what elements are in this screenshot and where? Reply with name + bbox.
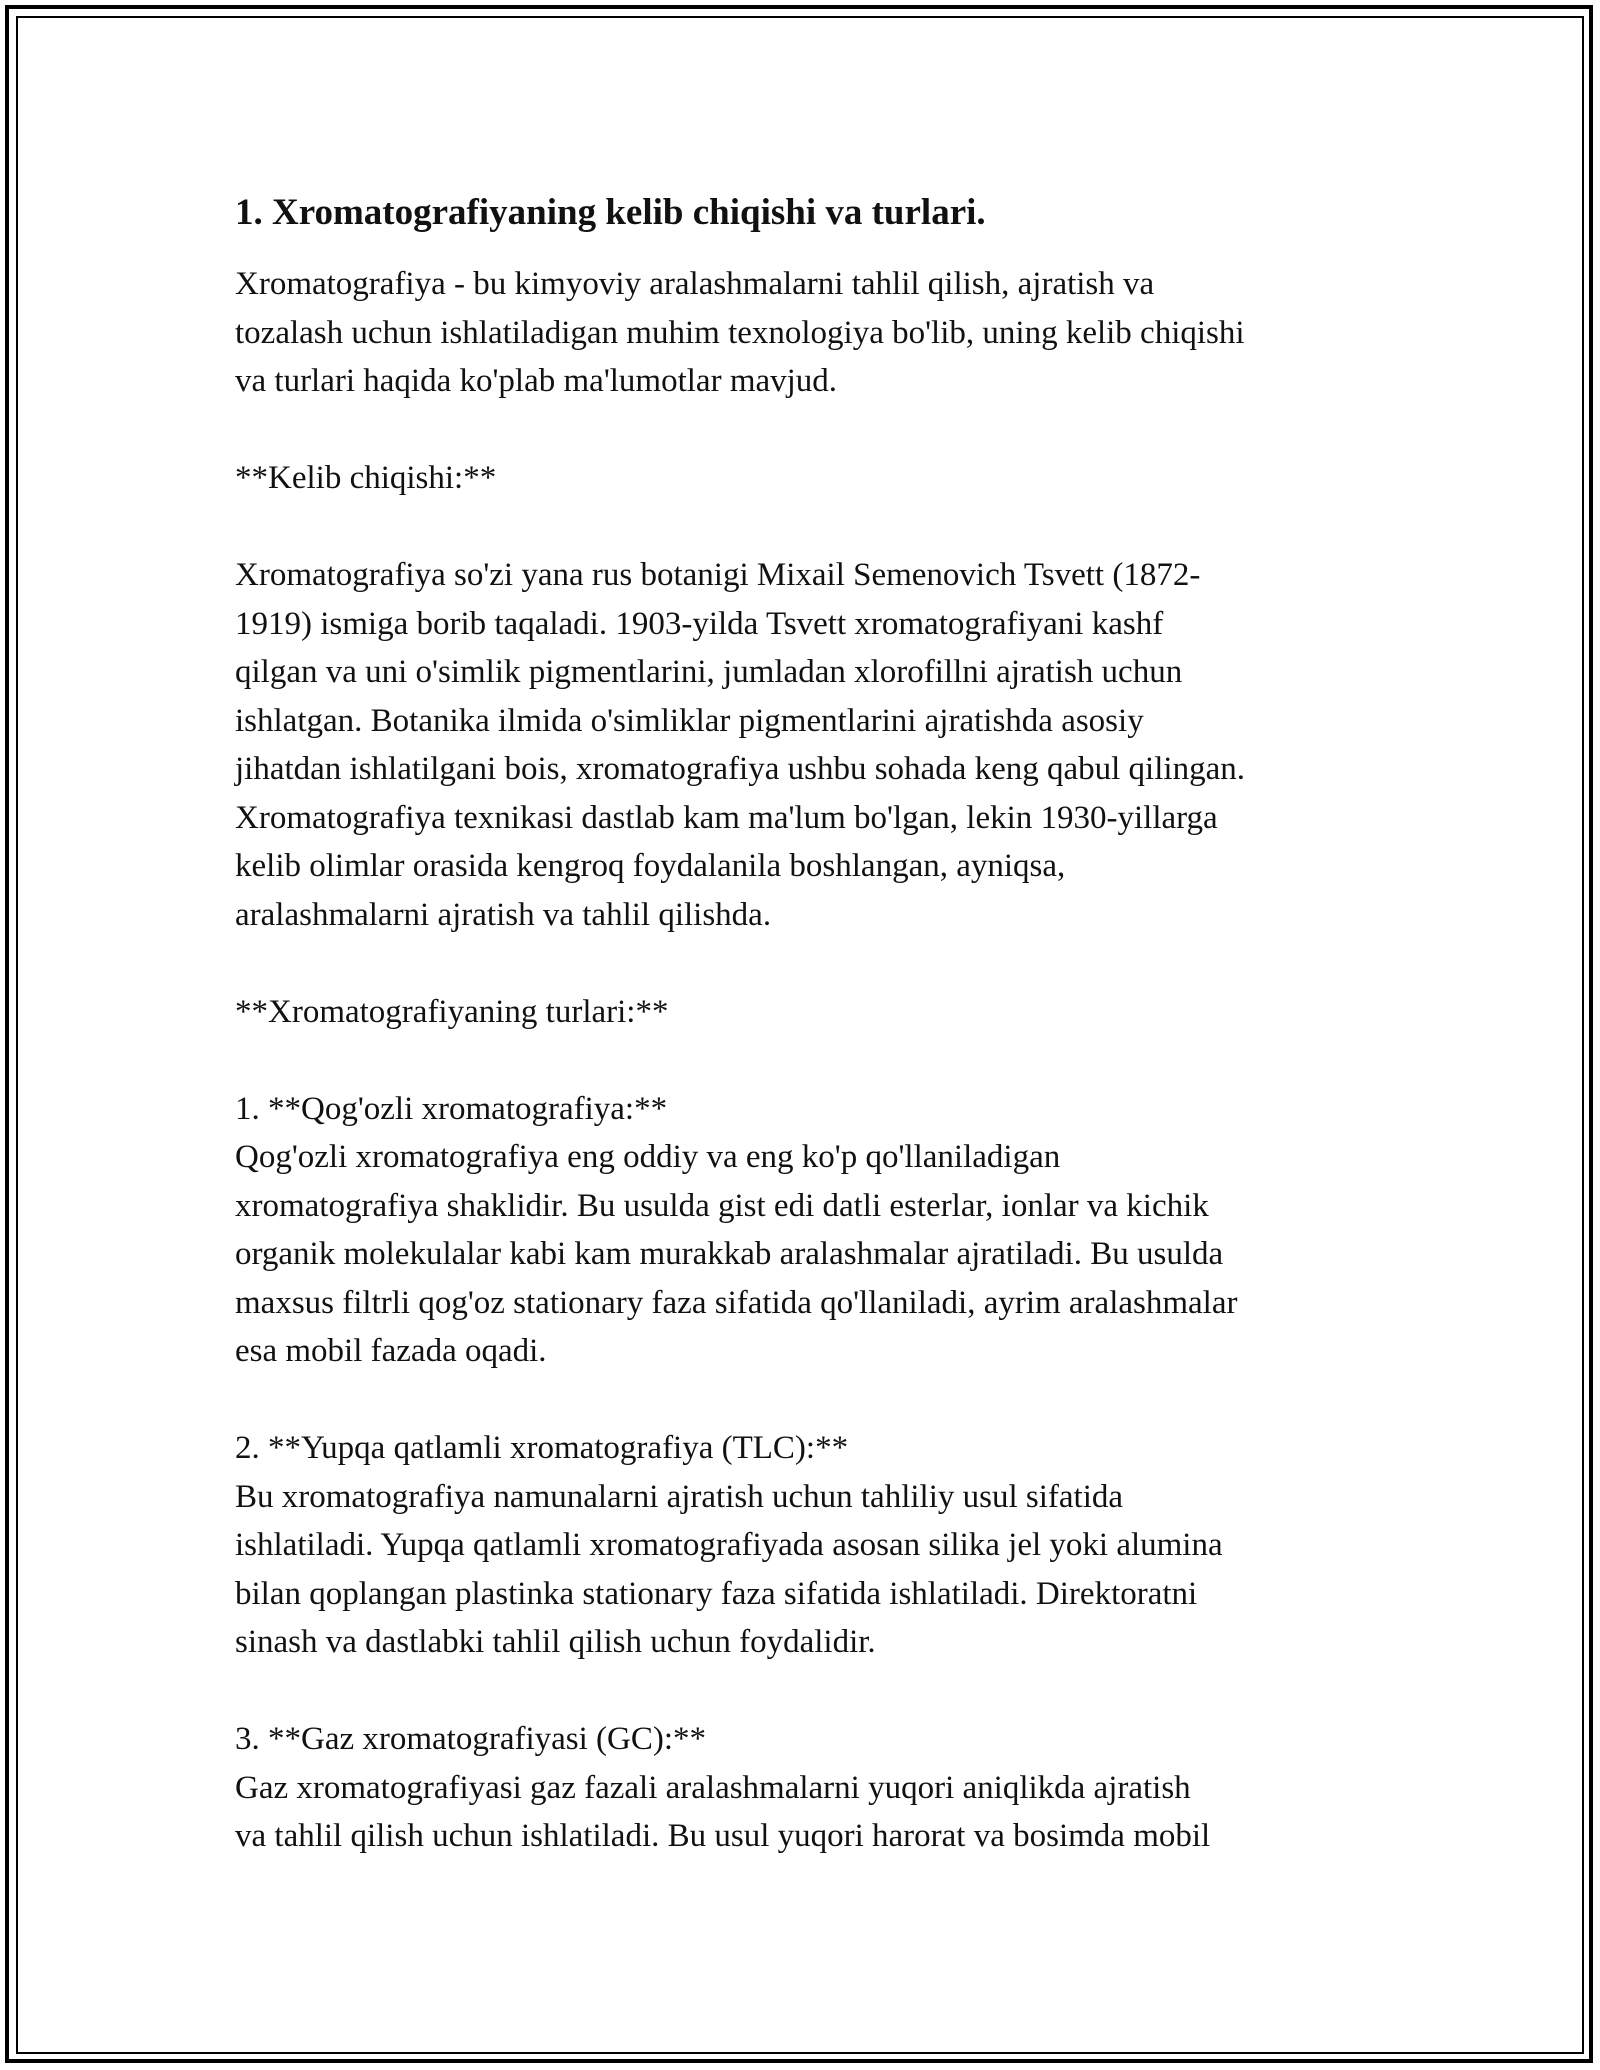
type-item-tlc: 2. **Yupqa qatlamli xromatografiya (TLC):** Bu xromatografiya namunalarni ajratish uchun tahliliy usul sifatida ishlatiladi. Yupqa qatlamli xromatografiyada asosan silika jel yoki alumina bilan qoplangan plastinka stationary faza sifatida ishlatiladi. Direktoratni sinash va dastlabki tahlil qilish uchun foydalidir. [235, 1430, 1223, 1660]
document-heading: 1. Xromatografiyaning kelib chiqishi va turlari. [235, 192, 986, 233]
type-item-gc: 3. **Gaz xromatografiyasi (GC):** Gaz xromatografiyasi gaz fazali aralashmalarni yuqori aniqlikda ajratish va tahlil qilish uchun ishlatiladi. Bu usul yuqori harorat va bosimda mobil [235, 1721, 1211, 1854]
intro-paragraph: Xromatografiya - bu kimyoviy aralashmalarni tahlil qilish, ajratish va tozalash uchun ishlatiladigan muhim texnologiya bo'lib, uning kelib chiqishi va turlari haqida ko'plab ma'lumotlar mavjud. [235, 266, 1245, 399]
type-item-paper: 1. **Qog'ozli xromatografiya:** Qog'ozli xromatografiya eng oddiy va eng ko'p qo'llaniladigan xromatografiya shaklidir. Bu usulda gist edi datli esterlar, ionlar va kichik organik molekulalar kabi kam murakkab aralashmalar ajratiladi. Bu usulda maxsus filtrli qog'oz stationary faza sifatida qo'llaniladi, ayrim aralashmalar esa mobil fazada oqadi. [235, 1090, 1238, 1369]
origin-paragraph: Xromatografiya so'zi yana rus botanigi Mixail Semenovich Tsvett (1872- 1919) ismiga borib taqaladi. 1903-yilda Tsvett xromatografiyani kashf qilgan va uni o'simlik pigmentlarini, jumladan xlorofillni ajratish uchun ishlatgan. Botanika ilmida o'simliklar pigmentlarini ajratishda asosiy jihatdan ishlatilgani bois, xromatografiya ushbu sohada keng qabul qilingan. Xromatografiya texnikasi dastlab kam ma'lum bo'lgan, lekin 1930-yillarga kelib olimlar orasida kengroq foydalanila boshlangan, ayniqsa, aralashmalarni ajratish va tahlil qilishda. [235, 557, 1245, 933]
section-label-types: **Xromatografiyaning turlari:** [235, 993, 669, 1030]
section-label-origin: **Kelib chiqishi:** [235, 460, 497, 496]
document-body [235, 188, 1375, 1861]
